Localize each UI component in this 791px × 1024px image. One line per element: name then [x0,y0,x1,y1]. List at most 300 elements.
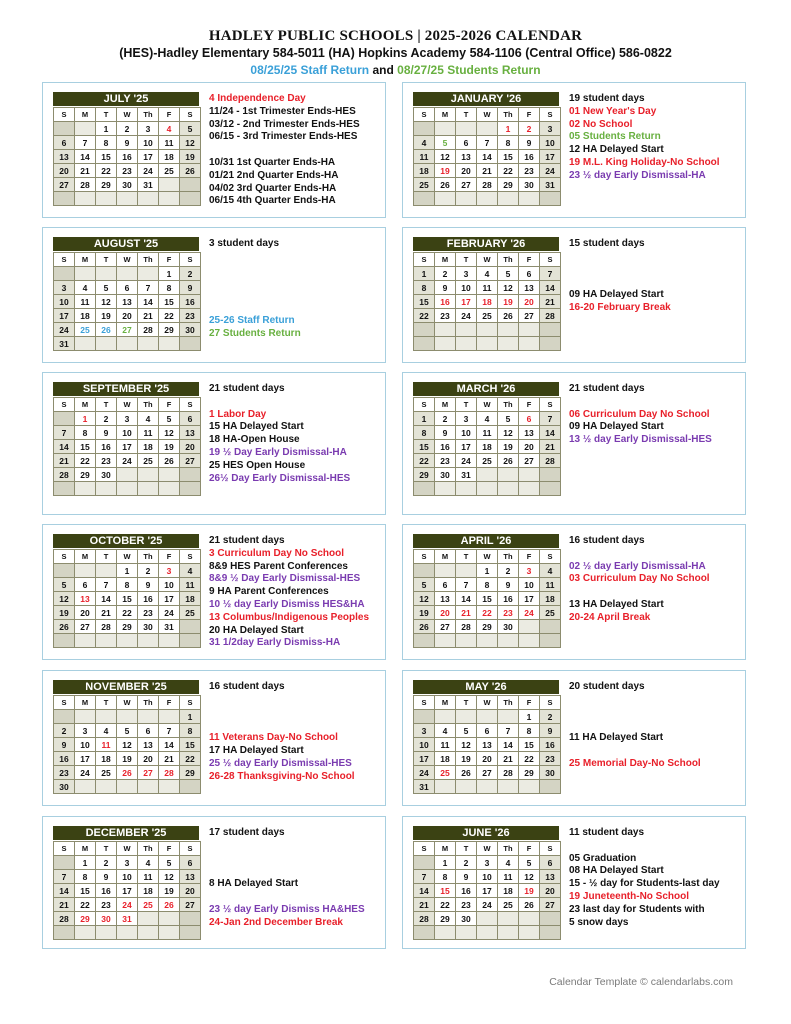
note-line [569,251,745,264]
empty-day-cell [96,267,117,281]
note-line: 10 ½ day Early Dismiss HES&HA [209,598,365,610]
note-line [209,694,385,707]
note-line [569,694,745,707]
month-panel [42,372,386,515]
day-cell: 28 [498,766,519,780]
day-cell: 18 [498,884,519,898]
day-cell: 29 [498,178,519,192]
day-cell: 24 [117,898,138,912]
empty-day-cell [180,620,201,634]
empty-day-cell [117,634,138,648]
day-cell: 19 [54,606,75,620]
empty-day-cell [414,926,435,940]
note-line: 5 snow days [569,916,629,928]
day-cell: 31 [540,178,561,192]
empty-day-cell [159,468,180,482]
day-cell: 6 [540,856,561,870]
note-line: 19 student days [569,93,645,104]
note-line: 03/12 - 2nd Trimester Ends-HES [209,118,360,130]
empty-day-cell [414,564,435,578]
day-cell: 9 [456,870,477,884]
day-cell: 26 [414,620,435,634]
day-cell: 18 [75,309,96,323]
note-line: 20 HA Delayed Start [209,624,304,636]
day-cell: 25 [180,606,201,620]
month-calendar-table [53,549,201,648]
weekday-header: W [477,842,498,856]
weekday-header: S [54,398,75,412]
empty-day-cell [54,267,75,281]
note-line: 06/15 - 3rd Trimester Ends-HES [209,131,358,143]
empty-day-cell [456,710,477,724]
week-row [54,136,201,150]
weekday-header: S [414,108,435,122]
day-cell: 30 [180,323,201,337]
empty-day-cell [519,912,540,926]
day-cell: 30 [540,766,561,780]
month-panel [402,227,746,363]
day-cell: 13 [117,295,138,309]
weekday-header-row [54,253,201,267]
month-notes [209,93,385,208]
note-line: 09 HA Delayed Start [569,289,664,301]
month-calendar-table [53,841,201,940]
day-cell: 9 [96,870,117,884]
note-line: 16 student days [569,535,645,546]
day-cell: 16 [498,592,519,606]
week-row [54,178,201,192]
day-cell: 13 [75,592,96,606]
day-cell: 15 [477,592,498,606]
note-line [569,396,745,409]
week-row [414,766,561,780]
empty-day-cell [414,192,435,206]
weekday-header-row [54,550,201,564]
day-cell: 12 [54,592,75,606]
month-panel [402,82,746,218]
day-cell: 15 [159,295,180,309]
day-cell: 14 [540,426,561,440]
empty-day-cell [456,192,477,206]
day-cell: 3 [414,724,435,738]
weekday-header: M [75,550,96,564]
month-calendar-table [53,695,201,794]
weekday-header: W [117,108,138,122]
day-cell: 28 [456,620,477,634]
day-cell: 26 [159,454,180,468]
day-cell: 28 [414,912,435,926]
week-row [414,281,561,295]
day-cell: 2 [180,267,201,281]
day-cell: 8 [96,136,117,150]
weekday-header: S [180,253,201,267]
empty-day-cell [477,912,498,926]
note-line: 25 ½ day Early Dismissal-HES [209,757,352,769]
day-cell: 14 [138,295,159,309]
day-cell: 21 [138,309,159,323]
day-cell: 23 [540,752,561,766]
note-line: 8&9 HES Parent Conferences [209,560,348,572]
day-cell: 9 [435,426,456,440]
week-row [414,620,561,634]
weekday-header: S [414,398,435,412]
empty-day-cell [435,122,456,136]
day-cell: 13 [180,870,201,884]
weekday-header: S [54,550,75,564]
empty-day-cell [540,780,561,794]
day-cell: 10 [117,426,138,440]
weekday-header: Th [498,550,519,564]
day-cell: 6 [477,724,498,738]
day-cell: 23 [96,454,117,468]
day-cell: 3 [138,122,159,136]
empty-day-cell [75,780,96,794]
day-cell: 14 [477,150,498,164]
empty-day-cell [54,634,75,648]
note-line: 25-26 Staff Return [209,314,295,326]
day-cell: 19 [96,309,117,323]
month-notes [209,238,385,340]
note-line [209,891,385,904]
day-cell: 6 [180,856,201,870]
week-row [414,323,561,337]
empty-day-cell [540,468,561,482]
day-cell: 22 [75,454,96,468]
weekday-header: Th [498,398,519,412]
week-row [414,295,561,309]
weekday-header: T [456,696,477,710]
note-line: 11 student days [569,827,645,838]
day-cell: 13 [180,426,201,440]
month-calendar-table [53,397,201,496]
day-cell: 24 [117,454,138,468]
note-line [209,302,385,315]
day-cell: 26 [519,898,540,912]
day-cell: 8 [414,426,435,440]
week-row [414,578,561,592]
empty-day-cell [498,337,519,351]
empty-day-cell [117,468,138,482]
note-line: 8&9 ½ Day Early Dismissal-HES [209,573,361,585]
week-row [414,150,561,164]
day-cell: 16 [456,884,477,898]
weekday-header: F [519,108,540,122]
day-cell: 15 [96,150,117,164]
day-cell: 17 [75,752,96,766]
empty-day-cell [54,412,75,426]
day-cell: 10 [138,136,159,150]
day-cell: 19 [456,752,477,766]
page-title: HADLEY PUBLIC SCHOOLS | 2025-2026 CALENDAR [208,28,583,44]
day-cell: 24 [138,164,159,178]
note-line: 31 1/2day Early Dismiss-HA [209,637,341,649]
day-cell: 3 [117,856,138,870]
day-cell: 29 [180,766,201,780]
empty-day-cell [414,634,435,648]
empty-day-cell [456,926,477,940]
empty-day-cell [138,482,159,496]
note-line: 03 Curriculum Day No School [569,573,710,585]
day-cell: 22 [435,898,456,912]
weekday-header: S [54,108,75,122]
day-cell: 14 [54,884,75,898]
month-panel [42,670,386,806]
day-cell: 1 [75,412,96,426]
empty-day-cell [138,192,159,206]
note-line: 13 HA Delayed Start [569,598,664,610]
empty-day-cell [519,323,540,337]
day-cell: 26 [498,309,519,323]
empty-day-cell [138,468,159,482]
month-title: JUNE '26 [413,826,559,840]
week-row [54,634,201,648]
month-title: FEBRUARY '26 [413,237,559,251]
day-cell: 8 [180,724,201,738]
weekday-header: F [159,108,180,122]
weekday-header: M [75,842,96,856]
empty-day-cell [519,337,540,351]
day-cell: 24 [477,898,498,912]
day-cell: 14 [75,150,96,164]
day-cell: 11 [477,281,498,295]
day-cell: 12 [498,281,519,295]
day-cell: 10 [540,136,561,150]
empty-day-cell [159,634,180,648]
weekday-header: S [540,842,561,856]
day-cell: 10 [456,426,477,440]
day-cell: 18 [138,440,159,454]
empty-day-cell [519,482,540,496]
note-line: 16-20 February Break [569,301,671,313]
day-cell: 20 [75,606,96,620]
note-line: 11 Veterans Day-No School [209,732,338,744]
day-cell: 28 [96,620,117,634]
empty-day-cell [414,856,435,870]
staff-return-text: 08/25/25 Staff Return [250,63,370,77]
day-cell: 3 [75,724,96,738]
weekday-header: W [477,398,498,412]
empty-day-cell [159,912,180,926]
day-cell: 16 [435,440,456,454]
day-cell: 28 [477,178,498,192]
note-line [569,586,745,599]
day-cell: 16 [117,150,138,164]
day-cell: 29 [519,766,540,780]
day-cell: 7 [540,412,561,426]
empty-day-cell [540,634,561,648]
weekday-header: M [75,398,96,412]
month-calendar-table [413,695,561,794]
day-cell: 5 [498,412,519,426]
week-row [54,578,201,592]
day-cell: 17 [159,592,180,606]
day-cell: 30 [519,178,540,192]
day-cell: 21 [75,164,96,178]
day-cell: 27 [75,620,96,634]
month-title: MAY '26 [413,680,559,694]
empty-day-cell [498,192,519,206]
day-cell: 3 [117,412,138,426]
day-cell: 17 [138,150,159,164]
empty-day-cell [519,468,540,482]
day-cell: 1 [180,710,201,724]
day-cell: 20 [519,295,540,309]
empty-day-cell [117,337,138,351]
empty-day-cell [414,482,435,496]
note-line: 15 - ½ day for Students-last day [569,878,720,890]
empty-day-cell [138,267,159,281]
day-cell: 23 [435,309,456,323]
day-cell: 27 [519,454,540,468]
weekday-header: F [159,398,180,412]
week-row [414,309,561,323]
empty-day-cell [498,468,519,482]
weekday-header: Th [138,398,159,412]
weekday-header: S [540,398,561,412]
day-cell: 16 [435,295,456,309]
footer-credit[interactable]: Calendar Template © calendarlabs.com [549,976,733,988]
day-cell: 3 [456,412,477,426]
week-row [54,884,201,898]
week-row [414,192,561,206]
week-row [414,738,561,752]
day-cell: 22 [519,752,540,766]
note-line: 20 student days [569,681,645,692]
note-line: 1 Labor Day [209,408,267,420]
weekday-header: S [54,253,75,267]
empty-day-cell [477,192,498,206]
month-panel [402,816,746,949]
weekday-header: T [96,550,117,564]
day-cell: 8 [75,426,96,440]
note-line: 24-Jan 2nd December Break [209,916,343,928]
month-panel [402,524,746,660]
weekday-header: T [456,550,477,564]
day-cell: 15 [75,440,96,454]
day-cell: 4 [414,136,435,150]
weekday-header: F [519,696,540,710]
day-cell: 5 [414,578,435,592]
day-cell: 27 [117,323,138,337]
day-cell: 17 [540,150,561,164]
note-line [209,707,385,720]
week-row [54,738,201,752]
week-row [414,926,561,940]
week-row [414,870,561,884]
day-cell: 18 [159,150,180,164]
day-cell: 23 [435,454,456,468]
month-title: APRIL '26 [413,534,559,548]
weekday-header: W [477,108,498,122]
empty-day-cell [540,323,561,337]
day-cell: 7 [96,578,117,592]
weekday-header-row [54,842,201,856]
note-line [209,289,385,302]
weekday-header-row [54,696,201,710]
empty-day-cell [498,482,519,496]
day-cell: 20 [540,884,561,898]
month-calendar-table [413,252,561,351]
day-cell: 19 [117,752,138,766]
day-cell: 12 [180,136,201,150]
day-cell: 3 [519,564,540,578]
day-cell: 4 [498,856,519,870]
day-cell: 11 [138,870,159,884]
weekday-header-row [414,108,561,122]
day-cell: 22 [477,606,498,620]
day-cell: 17 [117,884,138,898]
day-cell: 8 [498,136,519,150]
empty-day-cell [519,780,540,794]
day-cell: 11 [498,870,519,884]
week-row [54,856,201,870]
month-title: OCTOBER '25 [53,534,199,548]
note-line: 08 HA Delayed Start [569,865,664,877]
day-cell: 24 [414,766,435,780]
day-cell: 15 [180,738,201,752]
day-cell: 13 [435,592,456,606]
day-cell: 20 [519,440,540,454]
week-row [54,724,201,738]
empty-day-cell [138,912,159,926]
day-cell: 28 [54,912,75,926]
day-cell: 6 [117,281,138,295]
empty-day-cell [180,178,201,192]
weekday-header: S [180,842,201,856]
day-cell: 7 [540,267,561,281]
day-cell: 17 [54,309,75,323]
week-row [414,912,561,926]
day-cell: 21 [54,454,75,468]
week-row [414,634,561,648]
day-cell: 5 [159,412,180,426]
week-row [54,150,201,164]
day-cell: 14 [456,592,477,606]
empty-day-cell [117,926,138,940]
day-cell: 25 [96,766,117,780]
note-line [569,264,745,277]
empty-day-cell [540,926,561,940]
empty-day-cell [54,192,75,206]
day-cell: 26 [435,178,456,192]
note-line: 25 HES Open House [209,459,306,471]
week-row [54,426,201,440]
day-cell: 5 [159,856,180,870]
day-cell: 23 [456,898,477,912]
students-return-text: 08/27/25 Students Return [397,63,541,77]
month-notes [569,383,745,447]
day-cell: 29 [159,323,180,337]
day-cell: 6 [75,578,96,592]
empty-day-cell [435,634,456,648]
note-line [209,396,385,409]
empty-day-cell [456,634,477,648]
empty-day-cell [75,122,96,136]
note-line: 05 Students Return [569,131,661,143]
empty-day-cell [180,912,201,926]
week-row [414,898,561,912]
empty-day-cell [477,926,498,940]
day-cell: 13 [519,281,540,295]
empty-day-cell [54,122,75,136]
note-line: 21 student days [569,383,645,394]
month-title: AUGUST '25 [53,237,199,251]
week-row [414,337,561,351]
empty-day-cell [498,780,519,794]
month-notes [569,238,745,315]
weekday-header: T [96,842,117,856]
day-cell: 4 [435,724,456,738]
